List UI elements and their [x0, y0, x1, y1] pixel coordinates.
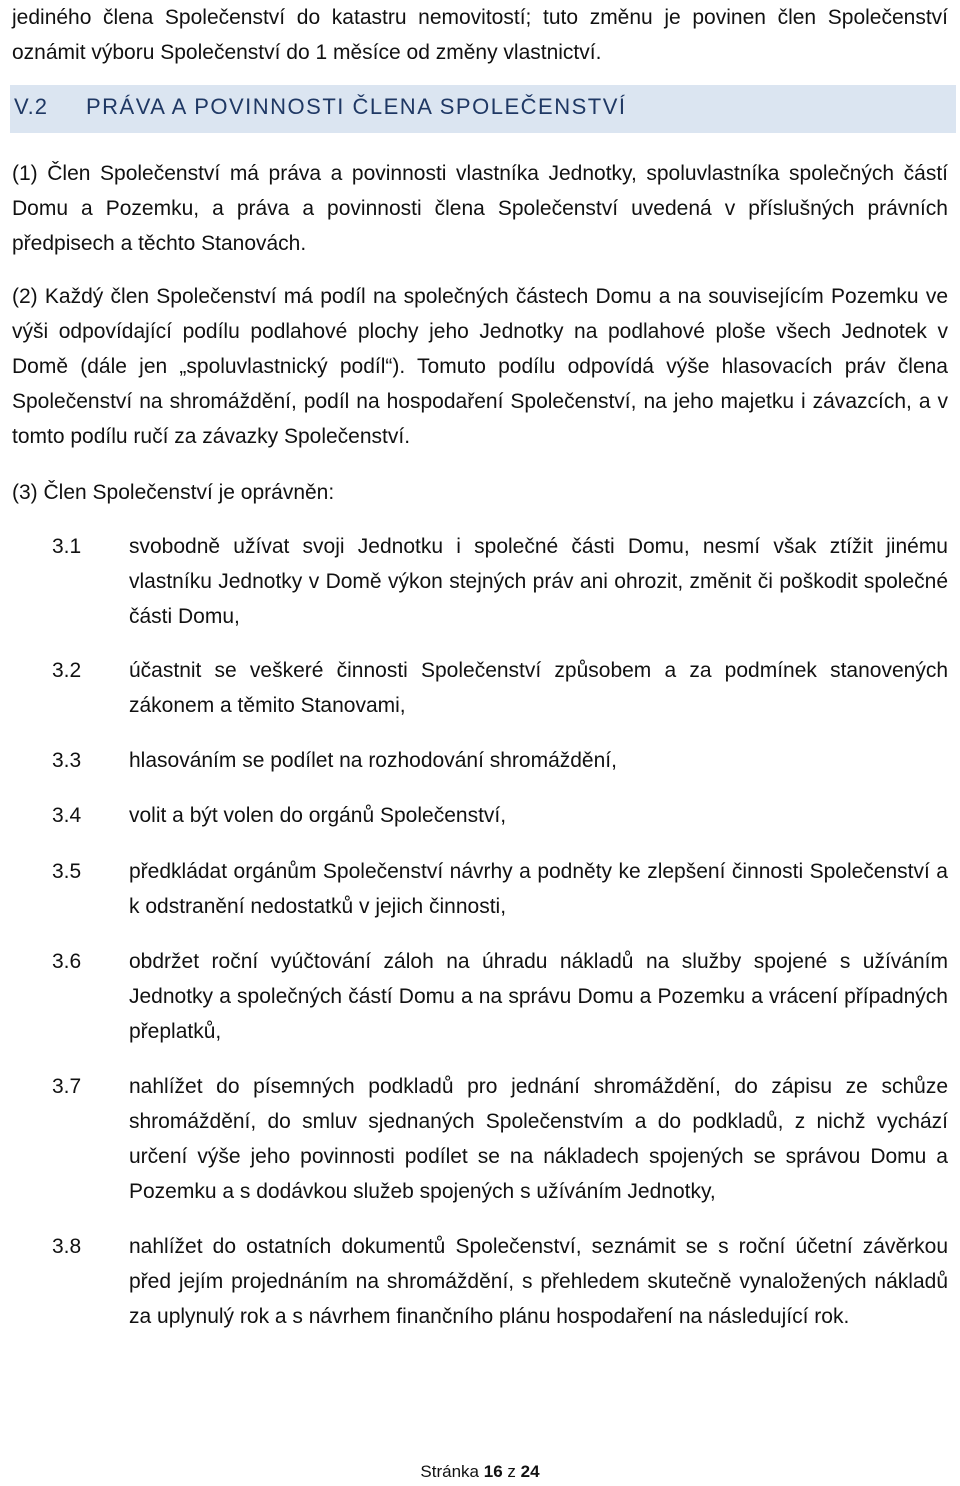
list-item-number: 3.5	[52, 860, 82, 883]
list-item-number: 3.2	[52, 659, 82, 682]
list-item-text: předkládat orgánům Společenství návrhy a podněty ke zlepšení činnosti Společenství a k odstranění nedostatků v jejich činnosti,	[129, 860, 948, 918]
footer-page-number: 16	[483, 1462, 503, 1481]
paragraph-number: (1)	[12, 162, 38, 185]
list-item-text: nahlížet do písemných podkladů pro jednání shromáždění, do zápisu ze schůze shromáždění, do smluv sjednaných Společenstvím a do podkladů, z nichž vychází určení výše jeho povinnosti podílet se na nákladech spojených se správou Domu a Pozemku a s dodávkou služeb spojených s užíváním Jednotky,	[129, 1075, 948, 1203]
paragraph-3	[12, 475, 948, 510]
paragraph-text: Každý člen Společenství má podíl na společných částech Domu a na souvisejícím Pozemku ve výši odpovídající podílu podlahové plochy jeho Jednotky na podlahové ploše všech Jednotek v Domě (dále jen „spoluvlastnický podíl“). Tomuto podílu odpovídá výše hlasovacích práv člena Společenství na shromáždění, podíl na hospodaření Společenství, na jeho majetku i závazcích, a v tomto podílu ručí za závazky Společenství.	[12, 285, 948, 448]
footer-total-pages: 24	[520, 1462, 540, 1481]
list-item-number: 3.7	[52, 1075, 82, 1098]
intro-text: jediného člena Společenství do katastru nemovitostí; tuto změnu je povinen člen Společenství oznámit výboru Společenství do 1 měsíce od změny vlastnictví.	[12, 6, 948, 64]
list-item-number: 3.4	[52, 804, 82, 827]
list-item-text: účastnit se veškeré činnosti Společenství způsobem a za podmínek stanovených zákonem a těmito Stanovami,	[129, 659, 948, 717]
section-number: V.2	[14, 94, 49, 119]
footer-prefix: Stránka	[420, 1462, 480, 1481]
section-title: PRÁVA A POVINNOSTI ČLENA SPOLEČENSTVÍ	[86, 94, 627, 119]
paragraph-number: (3)	[12, 481, 38, 504]
list-item-text: volit a být volen do orgánů Společenství,	[129, 804, 507, 827]
section-heading	[10, 85, 956, 133]
paragraph-number: (2)	[12, 285, 38, 308]
list-item-text: hlasováním se podílet na rozhodování shromáždění,	[129, 749, 617, 772]
list-item-text: svobodně užívat svoji Jednotku i společné části Domu, nesmí však ztížit jinému vlastníku Jednotky v Domě výkon stejných práv ani ohrozit, změnit či poškodit společné části Domu,	[129, 535, 948, 628]
page-footer	[0, 1462, 960, 1482]
paragraph-2	[12, 279, 948, 454]
list-item-number: 3.1	[52, 535, 82, 558]
paragraph-text: Člen Společenství je oprávněn:	[43, 481, 335, 504]
list-item-text: nahlížet do ostatních dokumentů Společenství, seznámit se s roční účetní závěrkou před jejím projednáním na shromáždění, s přehledem skutečně vynaložených nákladů za uplynulý rok a s návrhem finančního plánu hospodaření na následující rok.	[129, 1235, 948, 1328]
paragraph-text: Člen Společenství má práva a povinnosti vlastníka Jednotky, spoluvlastníka společných částí Domu a Pozemku, a práva a povinnosti člena Společenství uvedená v příslušných právních předpisech a těchto Stanovách.	[12, 162, 948, 255]
list-item-number: 3.3	[52, 749, 82, 772]
paragraph-1	[12, 156, 948, 261]
footer-middle: z	[507, 1462, 516, 1481]
list-item-number: 3.6	[52, 950, 82, 973]
list-item-number: 3.8	[52, 1235, 82, 1258]
list-item-text: obdržet roční vyúčtování záloh na úhradu nákladů na služby spojené s užíváním Jednotky a společných částí Domu a na správu Domu a Pozemku a vrácení případných přeplatků,	[129, 950, 948, 1043]
